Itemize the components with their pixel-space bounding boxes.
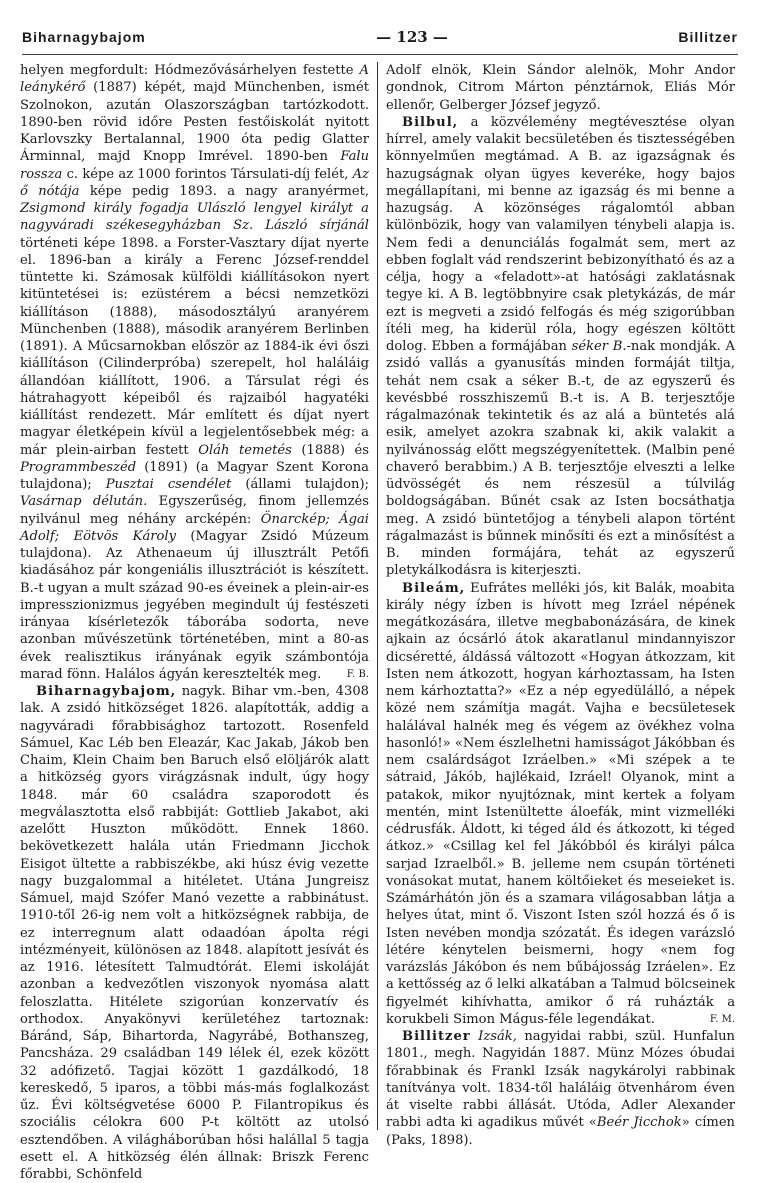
header-left-keyword: Biharnagybajom [22, 29, 146, 45]
header-right-keyword: Billitzer [678, 29, 738, 45]
entry-text: nagyidai rabbi, szül. Hunfalun 1801., megh. Nagyidán 1887. Münz Mózes óbudai főrabbinak és Frankl Izsák nagykárolyi rabbinak tanítványa volt. 1834-től haláláig ötvenhárom éven át viselte rabbi állását. Utóda, Adler Alexander rabbi adta ki agadikus művét « [386, 1029, 735, 1131]
text-run: (1888) és [291, 442, 369, 458]
author-signature: F. B. [346, 668, 369, 680]
entry-headword: Bileám, [402, 580, 466, 596]
right-column [386, 62, 735, 1148]
text-run: képe pedig 1893. a nagy aranyérmet, [79, 183, 370, 199]
text-run: (állami tulajdon); [231, 477, 370, 492]
entry-bilbul [386, 114, 735, 580]
two-column-body [20, 62, 740, 1182]
italic-term: séker B. [571, 339, 627, 354]
entry-headword: Bilbul, [402, 114, 459, 130]
artwork-title: Vasárnap délután. [20, 494, 148, 510]
text-run: (Magyar Zsidó Múzeum tulajdona). Az Athenaeum új illusztrált Petőfi kiadásához pár kongeniális illusztrációt is készített. B.-t ugyan a mult század 90-es éveinek a plein-air-es impresszionizmus jegyében megindult új festészeti irányaa kísérletezők táborába sodorta, neve azonban művészetünk történetében, mint a 80-as évek realisztikus irányának egyik számbontója marad fönn. Halálos ágyán keresztelték meg. [20, 528, 369, 682]
artwork-title: Programmbeszéd [20, 459, 137, 475]
text-run: Egyszerűség, finom jellemzés nyilvánul meg néhány arcképén: [20, 494, 369, 527]
entry-biharnagybajom [20, 683, 369, 1183]
entry-continuation-paragraph [386, 62, 735, 114]
text-run: történeti képe 1898. a Forster-Vasztary díjat nyerte el. 1896-ban a király a Ferenc József-renddel tüntette ki. Számosak külföldi kiállításokon nyert kitüntetései is: ezüstérem a bécsi nemzetközi kiállításon (1888), másodosztályú aranyérem Münchenben (1888), második aranyérem Berlinben (1891). A Műcsarnokban először az 1884-ik évi őszi kiállításon (Cilinderpróba) szerepelt, hol haláláig állandóan kiállított, 1906. a Társulat régi és hátrahagyott képeiből és rajzaiból hagyatéki kiállítást rendezett. Már említett és díjat nyert magyar életképein kívül a legjelentősebbek még: a már plein-airban festett [20, 235, 369, 458]
entry-billitzer [386, 1028, 735, 1149]
artwork-title: Az ő nótája [20, 166, 369, 199]
left-column [20, 62, 370, 1182]
artwork-title: Pusztai csendélet [105, 477, 232, 492]
artwork-title: A leánykérő [20, 63, 369, 96]
author-signature: F. M. [709, 1013, 735, 1025]
running-header [22, 20, 738, 55]
entry-given-name: Izsák, [470, 1029, 517, 1044]
entry-headword: Biharnagybajom, [36, 684, 177, 699]
page-number: — 123 — [376, 28, 448, 46]
text-run: helyen megfordult: Hódmezővásárhelyen festette [20, 63, 360, 78]
text-run: c. képe az 1000 forintos Társulati-díj felét, [62, 166, 353, 182]
text-run: (1887) képét, majd Münchenben, ismét Szolnokon, azután Olaszországban tartózkodott. 1890-ben rövid időre Pesten festőiskolát nyitott Karlovszky Bertalannal, 1900 óta pedig Glatter Árminnal, majd Knopp Imrével. 1890-ben [20, 80, 369, 165]
entry-text: Eufrátes melléki jós, kit Balák, moabita király négy ízben is hívott meg Izráel népének megátkozására, illetve megbabonázására, de kinek ajkain az ócsárló átok akaratlanul mindannyiszor dicséretté, áldássá változott «Hogyan átkozzam, kit Isten nem átkozott, hogyan kárhoztassam, ha Isten nem kárhoztatta?» «Ez a nép egyedülálló, a népek közé nem számítja magát. Vajha e becsületesek halálával halnék meg és végem az övékhez volna hasonló!» «Nem észlelhetni hamisságot Jákóbban és nem csalárdságot Izráelben.» «Mi szépek a te sátraid, Jákób, hajlékaid, Izráel! Olyanok, mint a patakok, mikor nyujtóznak, mint kertek a folyam mentén, mint Istenültette áloefák, mint vizmelléki cédrusfák. Áldott, ki téged áld és átkozott, ki téged átkoz.» «Csillag kel fel Jákóbból és királyi pálca sarjad Izraelből.» B. jelleme nem csupán történeti vonásokat mutat, hanem költőieket és meseieket is. Számárhátón jön és a szamara világosabban látja a helyes útat, mint ő. Viszont Isten szól hozzá és ő is Isten nevében mondja szózatát. És idegen varázsló létére kénytelen beismerni, hogy «nem fog varázslás Jákóbon és nem bűbájosság Izráelen». Ez a kettősség az ő lelki alkatában a Talmud bölcseinek figyelmét kihívhatta, amikor ő rá ruházták a korukbeli Simon Mágus-féle legendákat. [386, 580, 735, 1027]
entry-text: a közvélemény megtévesztése olyan hírrel, amely valakit becsületében és tisztességében könnyelműen megtámad. A B. az igazságnak és hazugságnak olyan ügyes keveréke, hogy bajos megállapítani, mi benne az igazság és mi benne a hazugság. A közönséges rágalomtól abban különbözik, hogy van valamilyen ténybeli alapja is. Nem fedi a denunciálás fogalmát sem, mert az ebben foglalt vád rendszerint bebizonyítható és az a célja, hogy a «feladott»-at hatósági zaklatásnak tegye ki. A B. legtöbbnyire csak pletykázás, de már ezt is megveti a zsidó felfogás és még szigorúbban ítéli meg, ha kiderül róla, hogy egészen költött dolog. Ebben a formájában [386, 114, 735, 354]
entry-continuation-paragraph [20, 62, 369, 683]
text-run: Adolf elnök, Klein Sándor alelnök, Mohr Andor gondnok, Citrom Márton pénztárnok, Eliás Mór ellenőr, Gelberger József jegyző. [386, 63, 735, 113]
text-run: (1891) (a Magyar Szent Korona tulajdona); [20, 459, 369, 492]
column-divider [377, 62, 378, 1130]
artwork-title: Önarckép; Ágai Adolf; Eötvös Károly [20, 511, 369, 544]
entry-headword: Billitzer [402, 1029, 471, 1044]
artwork-title: Zsigmond király fogadja Ulászló lengyel királyt a nagyváradi székesegyházban Sz. László sírjánál [20, 201, 369, 234]
entry-text: -nak mondják. A zsidó vallás a gyanusítás minden formáját tiltja, tehát nem csak a séker B.-t, de az egyszerű és kevésbbé rosszhiszemű B.-t is. A B. terjesztője rágalmazónak tekintetik és az alá a büntetés alá esik, amelyet azokra szabnak ki, akik valakit a nyilvánosság előtt megszégyenítettek. (Malbin pené chaveró berabbim.) A B. terjesztője elveszti a lelke üdvösségét és nem részesül a túlvilág boldogságában. Bűnét csak az Isten bocsáthatja meg. A zsidó büntetőjog a ténybeli alapon történt rágalmazást is bűnnek minősíti és ezt a minősítést a B. minden formájára, tehát az egyszerű pletykálkodásra is kiterjeszti. [386, 339, 735, 579]
entry-bileam [386, 580, 735, 1029]
work-title: Beér Jicchok [596, 1115, 682, 1131]
entry-text: nagyk. Bihar vm.-ben, 4308 lak. A zsidó hitközséget 1826. alapították, addig a nagyváradi főrabbisághoz tartozott. Rosenfeld Sámuel, Kac Léb ben Eleazár, Kac Jakab, Jákob ben Chaim, Klein Chaim ben Baruch első elöljárók alatt a hitközség gyors virágzásnak indult, úgy hogy 1848. már 60 családra szaporodott és megválasztotta első rabbiját: Gottlieb Jakabot, aki azelőtt Huszton működött. Ennek 1860. bekövetkezett halála után Friedmann Jicchok Eisigot ültette a rabbiszékbe, aki húsz évig vezette nagy buzgalommal a hitéletet. Utána Jungreisz Sámuel, majd Szófer Manó vezette a rabbinátust. 1910-től 26-ig nem volt a hitközségnek rabbija, de ez interregnum alatt odaadóan ápolta régi intézményeit, különösen az 1848. alapított jesívát és az 1916. létesített Talmudtórát. Elemi iskoláját azonban a kedvezőtlen viszonyok nyomása alatt feloszlatta. Hitélete szigorúan konzervatív és orthodox. Anyakönyvi kerületéhez tartoznak: Báránd, Sáp, Bihartorda, Nagyrábé, Bothanszeg, Pancsháza. 29 családban 149 lélek él, ezek között 32 adófizető. Tagjai között 1 gazdálkodó, 18 kereskedő, 5 iparos, a többi más-más foglalkozást űz. Évi költségvetése 6000 P. Filantropikus és szociális célokra 600 P-t költött az utolsó esztendőben. A világháborúban hősi halállal 5 tagja esett el. A hitközség élén állnak: Briszk Ferenc főrabbi, Schönfeld [20, 684, 369, 1182]
artwork-title: Falu rossza [20, 149, 369, 182]
artwork-title: Oláh temetés [198, 442, 292, 458]
entry-text: » címen (Paks, 1898). [386, 1115, 735, 1148]
